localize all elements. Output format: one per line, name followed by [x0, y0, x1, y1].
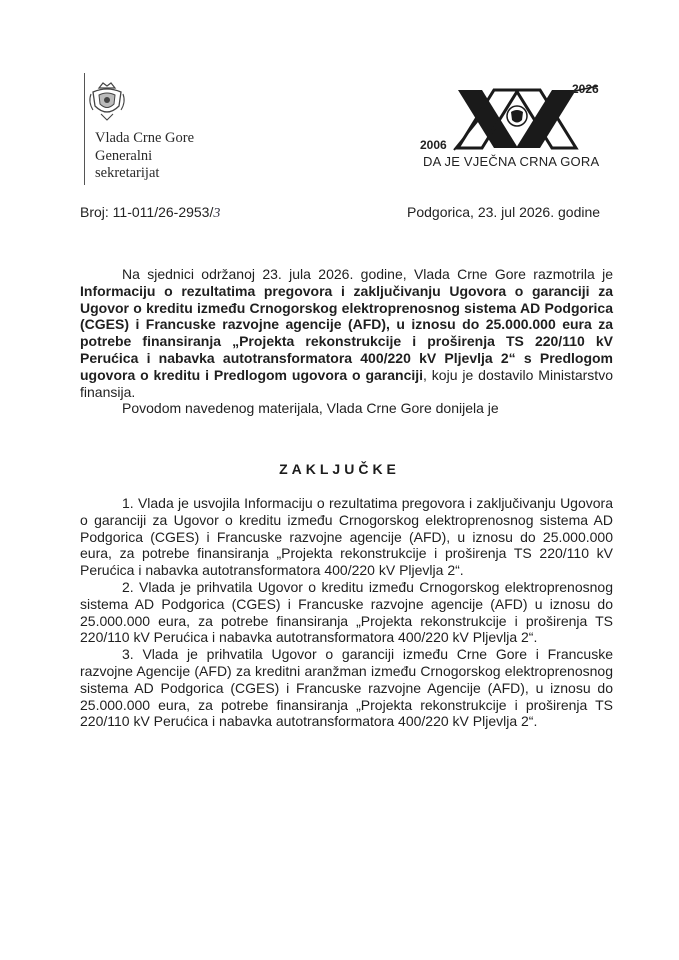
- conclusions-list: [80, 495, 613, 730]
- intro-text-start: Na sjednici održanoj 23. jula 2026. godine, Vlada Crne Gore razmotrila je: [122, 266, 613, 282]
- conclusion-item-2: 2. Vlada je prihvatila Ugovor o kreditu između Crnogorskog elektroprenosnog sistema AD Podgorica (CGES) i Francuske razvojne agencije (AFD) u iznosu do 25.000.000 eura, za potrebe finansiranja „Projekta rekonstrukcije i proširenja TS 220/110 kV Perućica i nabavka autotransformatora 400/220 kV Pljevlja 2“.: [80, 578, 613, 646]
- intro-text-end: , koju je dostavilo Ministarstvo finansija.: [80, 366, 613, 400]
- logo-year-start: 2006: [420, 138, 447, 152]
- document-number-text: Broj: 11-011/26-2953/: [80, 204, 214, 220]
- organization-block: [95, 130, 194, 183]
- org-unit-line1: Generalni: [95, 147, 153, 164]
- anniversary-logo: [420, 78, 620, 168]
- org-name: Vlada Crne Gore: [95, 130, 195, 146]
- document-number: [80, 204, 220, 222]
- intro-bold-title: Informaciju o rezultatima pregovora i zaključivanju Ugovora o garanciji za Ugovor o kreditu između Crnogorskog elektroprenosnog sistema AD Podgorica (CGES) i Francuske razvojne agencije (AFD), u iznosu do 25.000.000 eura za potrebe finansiranja „Projekta rekonstrukcije i proširenja TS 220/110 kV Perućica i nabavka autotransformatora 400/220 kV Pljevlja 2“ s Predlogom ugovora o kreditu i Predlogom ugovora o garanciji: [80, 282, 613, 383]
- org-unit-line2: sekretarijat: [95, 165, 160, 181]
- place-date: Podgorica, 23. jul 2026. godine: [407, 204, 601, 220]
- intro-closing: Povodom navedenog materijala, Vlada Crne Gore donijela je: [122, 400, 499, 417]
- conclusion-item-1: 1. Vlada je usvojila Informaciju o rezultatima pregovora i zaključivanju Ugovora o garanciji za Ugovor o kreditu između Crnogorskog elektroprenosnog sistema AD Podgorica (CGES) i Francuske razvojne agencije (AFD), u iznosu do 25.000.000 eura, za potrebe finansiranja „Projekta rekonstrukcije i proširenja TS 220/110 kV Perućica i nabavka autotransformatora 400/220 kV Pljevlja 2“.: [80, 495, 613, 579]
- intro-section: [80, 266, 613, 417]
- handwritten-number: 3: [213, 206, 221, 221]
- coat-of-arms-icon: [87, 80, 127, 122]
- intro-paragraph: [80, 266, 613, 400]
- section-heading: ZAKLJUČKE: [279, 461, 400, 477]
- logo-year-end: 2026: [572, 82, 599, 96]
- logo-tagline: DA JE VJEČNA CRNA GORA: [423, 154, 600, 169]
- header-divider: [84, 73, 85, 185]
- conclusion-item-3: 3. Vlada je prihvatila Ugovor o garanciji između Crne Gore i Francuske razvojne Agencije (AFD) za kreditni aranžman između Crnogorskog elektroprenosnog sistema AD Podgorica (CGES) i Francuske razvojne Agencije (AFD), u iznosu do 25.000.000 eura, za potrebe finansiranja „Projekta rekonstrukcije i proširenja TS 220/110 kV Perućica i nabavka autotransformatora 400/220 kV Pljevlja 2“.: [80, 646, 613, 730]
